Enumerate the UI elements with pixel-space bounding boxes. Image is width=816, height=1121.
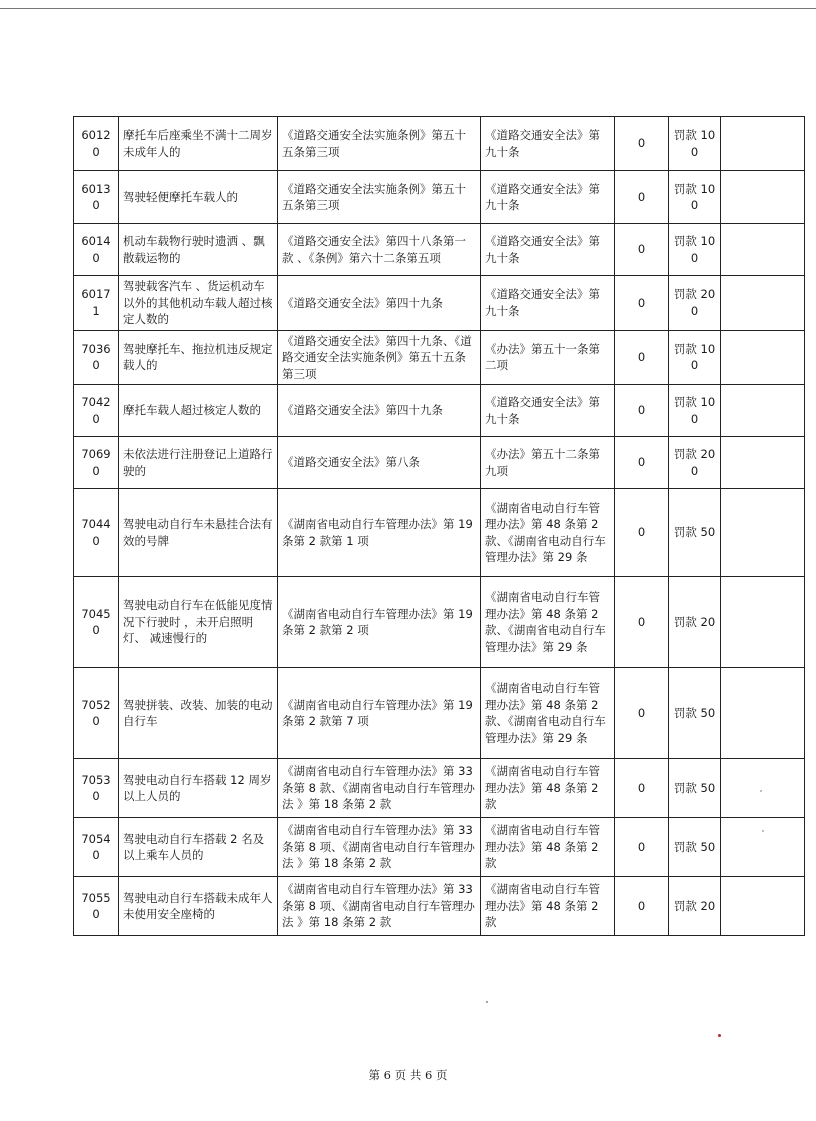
scan-top-rule — [0, 8, 816, 9]
violation-code: 70440 — [74, 489, 119, 577]
table-row — [74, 668, 805, 759]
violation-legal-basis: 《道路交通安全法》第八条 — [278, 437, 481, 489]
fine-amount: 罚款 200 — [669, 437, 721, 489]
table-row — [74, 489, 805, 577]
violation-legal-basis: 《道路交通安全法》第四十八条第一款 、《条例》第六十二条第五项 — [278, 224, 481, 276]
violation-behavior: 驾驶拼装、改装、加装的电动自行车 — [119, 668, 278, 759]
table-row — [74, 171, 805, 224]
table-row — [74, 276, 805, 331]
violation-code: 60130 — [74, 171, 119, 224]
penalty-basis: 《湖南省电动自行车管理办法》第 48 条第 2 款、《湖南省电动自行车管理办法》第 29 条 — [481, 577, 615, 668]
note-cell — [721, 877, 805, 936]
penalty-basis: 《办法》第五十二条第九项 — [481, 437, 615, 489]
violation-code: 60171 — [74, 276, 119, 331]
table-row — [74, 437, 805, 489]
note-cell — [721, 385, 805, 437]
violation-legal-basis: 《湖南省电动自行车管理办法》第 33 条第 8 项、《湖南省电动自行车管理办法 》第 18 条第 2 款 — [278, 818, 481, 877]
note-cell — [721, 330, 805, 385]
violation-legal-basis: 《道路交通安全法实施条例》第五十五条第三项 — [278, 117, 481, 171]
penalty-basis: 《道路交通安全法》第九十条 — [481, 171, 615, 224]
note-cell — [721, 224, 805, 276]
penalty-points: 0 — [615, 877, 669, 936]
penalty-basis: 《湖南省电动自行车管理办法》第 48 条第 2 款 — [481, 759, 615, 818]
penalty-points: 0 — [615, 171, 669, 224]
note-cell — [721, 668, 805, 759]
scan-speck — [762, 830, 764, 832]
violation-code: 70550 — [74, 877, 119, 936]
violation-behavior: 驾驶电动自行车搭载 2 名及以上乘车人员的 — [119, 818, 278, 877]
violation-legal-basis: 《湖南省电动自行车管理办法》第 19 条第 2 款第 1 项 — [278, 489, 481, 577]
fine-amount: 罚款 50 — [669, 668, 721, 759]
penalty-basis: 《湖南省电动自行车管理办法》第 48 条第 2 款 — [481, 877, 615, 936]
violation-table — [73, 116, 805, 936]
note-cell — [721, 577, 805, 668]
violation-legal-basis: 《湖南省电动自行车管理办法》第 19 条第 2 款第 2 项 — [278, 577, 481, 668]
penalty-basis: 《道路交通安全法》第九十条 — [481, 224, 615, 276]
violation-legal-basis: 《道路交通安全法》第四十九条 — [278, 385, 481, 437]
note-cell — [721, 818, 805, 877]
penalty-points: 0 — [615, 224, 669, 276]
penalty-basis: 《道路交通安全法》第九十条 — [481, 385, 615, 437]
scan-speck — [760, 790, 762, 792]
violation-code: 60140 — [74, 224, 119, 276]
table-row — [74, 577, 805, 668]
violation-code: 70540 — [74, 818, 119, 877]
page-indicator: 第 6 页 共 6 页 — [368, 1068, 448, 1082]
penalty-points: 0 — [615, 577, 669, 668]
violation-behavior: 机动车载物行驶时遗洒 、飘散载运物的 — [119, 224, 278, 276]
table-row — [74, 759, 805, 818]
penalty-points: 0 — [615, 668, 669, 759]
violation-legal-basis: 《湖南省电动自行车管理办法》第 33 条第 8 款、《湖南省电动自行车管理办法 》第 18 条第 2 款 — [278, 759, 481, 818]
fine-amount: 罚款 20 — [669, 577, 721, 668]
penalty-points: 0 — [615, 818, 669, 877]
table-row — [74, 224, 805, 276]
table-row — [74, 818, 805, 877]
scan-speck — [486, 1001, 488, 1003]
violation-code: 70530 — [74, 759, 119, 818]
table-row — [74, 877, 805, 936]
penalty-points: 0 — [615, 385, 669, 437]
penalty-basis: 《道路交通安全法》第九十条 — [481, 117, 615, 171]
penalty-basis: 《办法》第五十一条第二项 — [481, 330, 615, 385]
violation-behavior: 摩托车载人超过核定人数的 — [119, 385, 278, 437]
violation-behavior: 驾驶电动自行车搭载未成年人未使用安全座椅的 — [119, 877, 278, 936]
fine-amount: 罚款 100 — [669, 330, 721, 385]
violation-behavior: 驾驶载客汽车 、货运机动车以外的其他机动车载人超过核定人数的 — [119, 276, 278, 331]
violation-legal-basis: 《道路交通安全法》第四十九条 — [278, 276, 481, 331]
penalty-basis: 《湖南省电动自行车管理办法》第 48 条第 2 款、《湖南省电动自行车管理办法》第 29 条 — [481, 489, 615, 577]
fine-amount: 罚款 200 — [669, 276, 721, 331]
note-cell — [721, 171, 805, 224]
penalty-points: 0 — [615, 437, 669, 489]
violation-behavior: 未依法进行注册登记上道路行驶的 — [119, 437, 278, 489]
violation-code: 70420 — [74, 385, 119, 437]
table-row — [74, 385, 805, 437]
violation-behavior: 驾驶电动自行车搭载 12 周岁以上人员的 — [119, 759, 278, 818]
penalty-basis: 《湖南省电动自行车管理办法》第 48 条第 2 款、《湖南省电动自行车管理办法》第 29 条 — [481, 668, 615, 759]
violation-legal-basis: 《湖南省电动自行车管理办法》第 33 条第 8 项、《湖南省电动自行车管理办法 》第 18 条第 2 款 — [278, 877, 481, 936]
penalty-basis: 《湖南省电动自行车管理办法》第 48 条第 2 款 — [481, 818, 615, 877]
penalty-points: 0 — [615, 276, 669, 331]
note-cell — [721, 276, 805, 331]
scan-speck — [718, 1034, 721, 1037]
penalty-points: 0 — [615, 330, 669, 385]
violation-code: 70520 — [74, 668, 119, 759]
violation-behavior: 驾驶轻便摩托车载人的 — [119, 171, 278, 224]
violation-legal-basis: 《道路交通安全法实施条例》第五十五条第三项 — [278, 171, 481, 224]
violation-code: 70450 — [74, 577, 119, 668]
penalty-basis: 《道路交通安全法》第九十条 — [481, 276, 615, 331]
penalty-points: 0 — [615, 117, 669, 171]
fine-amount: 罚款 100 — [669, 171, 721, 224]
fine-amount: 罚款 100 — [669, 224, 721, 276]
penalty-points: 0 — [615, 759, 669, 818]
fine-amount: 罚款 50 — [669, 489, 721, 577]
note-cell — [721, 759, 805, 818]
violation-code: 70690 — [74, 437, 119, 489]
fine-amount: 罚款 50 — [669, 818, 721, 877]
violation-behavior: 驾驶摩托车、拖拉机违反规定载人的 — [119, 330, 278, 385]
note-cell — [721, 489, 805, 577]
violation-behavior: 驾驶电动自行车未悬挂合法有效的号牌 — [119, 489, 278, 577]
note-cell — [721, 437, 805, 489]
penalty-points: 0 — [615, 489, 669, 577]
fine-amount: 罚款 100 — [669, 117, 721, 171]
table-row — [74, 330, 805, 385]
violation-behavior: 驾驶电动自行车在低能见度情况下行驶时 ，未开启照明灯、 减速慢行的 — [119, 577, 278, 668]
table-row — [74, 117, 805, 171]
violation-behavior: 摩托车后座乘坐不满十二周岁未成年人的 — [119, 117, 278, 171]
fine-amount: 罚款 100 — [669, 385, 721, 437]
note-cell — [721, 117, 805, 171]
fine-amount: 罚款 50 — [669, 759, 721, 818]
violation-legal-basis: 《湖南省电动自行车管理办法》第 19 条第 2 款第 7 项 — [278, 668, 481, 759]
fine-amount: 罚款 20 — [669, 877, 721, 936]
violation-legal-basis: 《道路交通安全法》第四十九条、《道路交通安全法实施条例》第五十五条第三项 — [278, 330, 481, 385]
violation-code: 70360 — [74, 330, 119, 385]
violation-code: 60120 — [74, 117, 119, 171]
